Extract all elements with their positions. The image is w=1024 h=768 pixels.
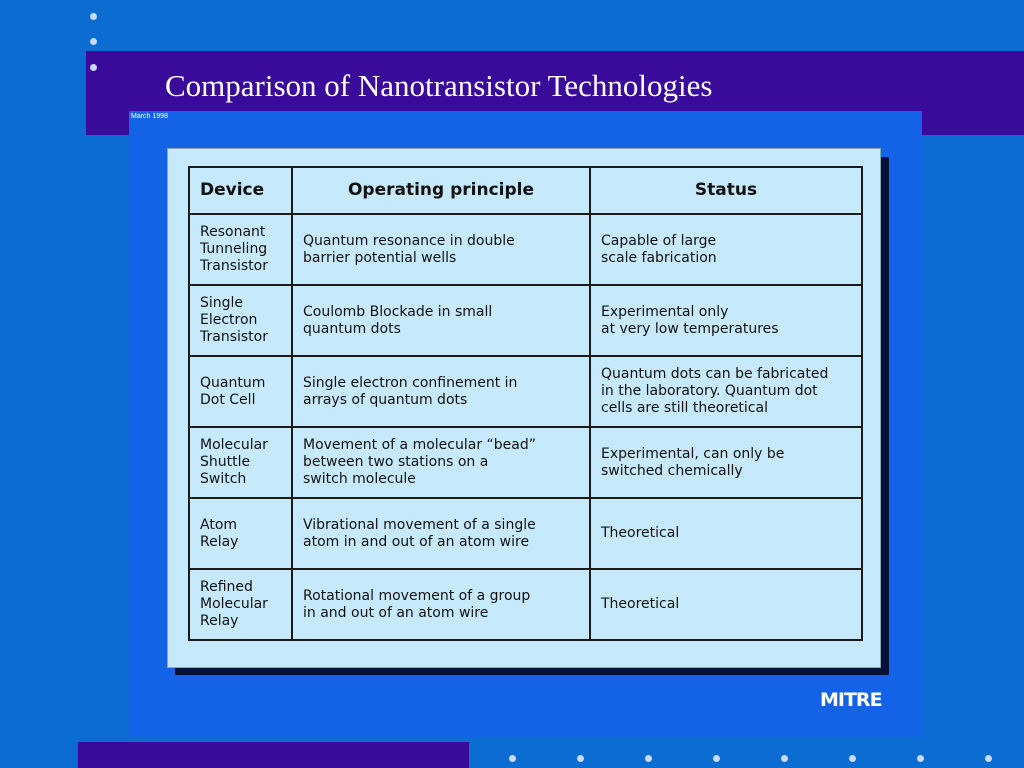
bullet-dot bbox=[509, 755, 516, 762]
status-cell bbox=[590, 214, 862, 285]
status-cell-line: at very low temperatures bbox=[601, 320, 779, 337]
bullet-dot bbox=[917, 755, 924, 762]
bullet-dot bbox=[713, 755, 720, 762]
device-cell-line: Transistor bbox=[200, 258, 268, 274]
device-cell-line: Single bbox=[200, 295, 244, 311]
principle-cell bbox=[292, 427, 590, 498]
status-cell-line: Experimental, can only be bbox=[601, 445, 785, 462]
bullet-dot bbox=[90, 13, 97, 20]
bottom-accent-bar bbox=[78, 742, 469, 768]
device-cell-line: Electron bbox=[200, 312, 258, 328]
comparison-table bbox=[188, 166, 863, 641]
status-cell-line: switched chemically bbox=[601, 462, 743, 479]
status-cell-line: Theoretical bbox=[601, 596, 680, 612]
table-row bbox=[189, 356, 862, 427]
status-cell bbox=[590, 427, 862, 498]
header-operating-principle: Operating principle bbox=[292, 167, 590, 214]
principle-cell-line: Rotational movement of a group bbox=[303, 587, 531, 604]
principle-cell bbox=[292, 285, 590, 356]
device-cell-line: Resonant bbox=[200, 224, 266, 240]
device-cell bbox=[189, 427, 292, 498]
table-row bbox=[189, 427, 862, 498]
status-cell-line: cells are still theoretical bbox=[601, 400, 768, 416]
principle-cell bbox=[292, 356, 590, 427]
principle-cell-line: switch molecule bbox=[303, 471, 416, 487]
table-row bbox=[189, 569, 862, 640]
principle-cell-line: Movement of a molecular “bead” bbox=[303, 437, 537, 453]
bullet-dot bbox=[849, 755, 856, 762]
principle-cell-line: atom in and out of an atom wire bbox=[303, 533, 530, 550]
device-cell-line: Molecular bbox=[200, 596, 268, 612]
device-cell-line: Quantum bbox=[200, 374, 266, 391]
device-cell-line: Relay bbox=[200, 533, 239, 550]
status-cell-line: Quantum dots can be fabricated bbox=[601, 366, 829, 382]
bullet-dot bbox=[985, 755, 992, 762]
device-cell bbox=[189, 498, 292, 569]
status-cell bbox=[590, 498, 862, 569]
header-status: Status bbox=[590, 167, 862, 214]
principle-cell-line: Single electron confinement in bbox=[303, 374, 518, 391]
bullet-dot bbox=[90, 38, 97, 45]
slide-title: Comparison of Nanotransistor Technologies bbox=[165, 68, 713, 103]
device-cell-line: Molecular bbox=[200, 437, 268, 453]
device-cell-line: Tunneling bbox=[200, 241, 268, 257]
table-row bbox=[189, 498, 862, 569]
status-cell-line: Capable of large bbox=[601, 232, 717, 249]
mitre-logo: MITRE bbox=[820, 689, 882, 711]
principle-cell-line: barrier potential wells bbox=[303, 249, 457, 266]
principle-cell-line: Quantum resonance in double bbox=[303, 232, 515, 249]
device-cell bbox=[189, 569, 292, 640]
status-cell bbox=[590, 356, 862, 427]
principle-cell bbox=[292, 569, 590, 640]
principle-cell-line: quantum dots bbox=[303, 320, 401, 337]
device-cell-line: Relay bbox=[200, 613, 239, 629]
status-cell bbox=[590, 569, 862, 640]
principle-cell-line: Coulomb Blockade in small bbox=[303, 303, 493, 320]
status-cell-line: in the laboratory. Quantum dot bbox=[601, 383, 818, 399]
device-cell bbox=[189, 356, 292, 427]
principle-cell-line: in and out of an atom wire bbox=[303, 604, 489, 621]
device-cell-line: Transistor bbox=[200, 329, 268, 345]
device-cell bbox=[189, 214, 292, 285]
device-cell-line: Refined bbox=[200, 579, 253, 595]
status-cell-line: Theoretical bbox=[601, 525, 680, 541]
principle-cell-line: between two stations on a bbox=[303, 454, 489, 470]
date-label: March 1998 bbox=[131, 113, 168, 120]
device-cell bbox=[189, 285, 292, 356]
device-cell-line: Shuttle bbox=[200, 454, 251, 470]
principle-cell bbox=[292, 214, 590, 285]
table-row bbox=[189, 285, 862, 356]
status-cell-line: scale fabrication bbox=[601, 249, 717, 266]
principle-cell bbox=[292, 498, 590, 569]
principle-cell-line: arrays of quantum dots bbox=[303, 391, 468, 408]
bullet-dot bbox=[781, 755, 788, 762]
bullet-dot bbox=[90, 64, 97, 71]
device-cell-line: Dot Cell bbox=[200, 391, 256, 408]
principle-cell-line: Vibrational movement of a single bbox=[303, 516, 536, 533]
table-row bbox=[189, 214, 862, 285]
table-header-row bbox=[189, 167, 862, 214]
status-cell bbox=[590, 285, 862, 356]
device-cell-line: Switch bbox=[200, 471, 247, 487]
bullet-dot bbox=[577, 755, 584, 762]
header-device: Device bbox=[189, 167, 292, 214]
status-cell-line: Experimental only bbox=[601, 303, 729, 320]
device-cell-line: Atom bbox=[200, 516, 238, 533]
bullet-dot bbox=[645, 755, 652, 762]
